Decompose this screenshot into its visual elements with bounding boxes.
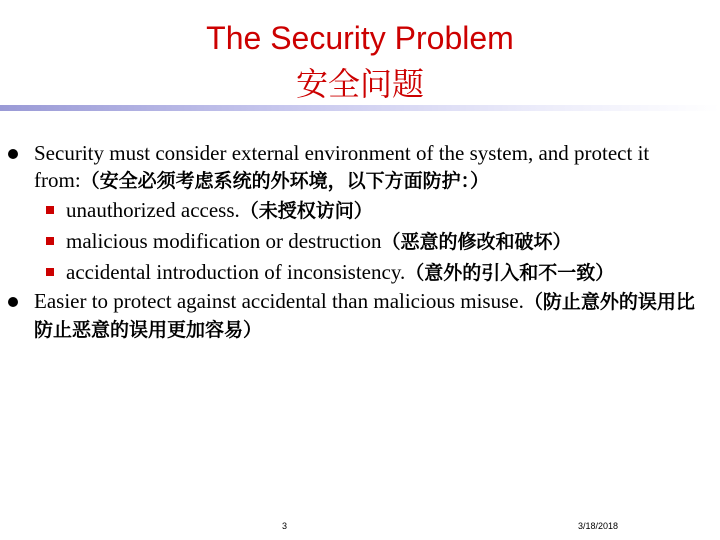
slide-title: The Security Problem bbox=[206, 20, 514, 56]
sub-bullet-text: accidental introduction of inconsistency. bbox=[66, 260, 406, 284]
title-divider bbox=[0, 105, 720, 111]
bullet-text: Security must consider external environment of the system, and protect it from: bbox=[34, 141, 650, 192]
sub-bullet-text-chinese: （恶意的修改和破坏） bbox=[381, 231, 572, 253]
bullet-dot-icon bbox=[8, 297, 18, 307]
sub-bullet-text: unauthorized access. bbox=[66, 198, 240, 222]
square-bullet-icon bbox=[46, 237, 54, 245]
slide-title-chinese: 安全问题 bbox=[295, 65, 424, 103]
bullet-text-chinese: （安全必须考虑系统的外环境，以下方面防护：） bbox=[80, 170, 490, 192]
slide-content bbox=[0, 140, 720, 344]
sub-bullet-item bbox=[0, 257, 720, 288]
footer-date: 3/18/2018 bbox=[578, 521, 619, 531]
sub-bullet-text: malicious modification or destruction bbox=[66, 229, 382, 253]
bullet-item bbox=[0, 140, 720, 195]
bullet-item bbox=[0, 288, 720, 344]
square-bullet-icon bbox=[46, 206, 54, 214]
sub-bullet-item bbox=[0, 226, 720, 257]
sub-bullet-text-chinese: （未授权访问） bbox=[239, 200, 373, 222]
square-bullet-icon bbox=[46, 268, 54, 276]
bullet-dot-icon bbox=[8, 149, 18, 159]
bullet-text-chinese: （防止意外的误用比防止恶意的误用更加容易） bbox=[34, 291, 695, 341]
bullet-text: Easier to protect against accidental than malicious misuse. bbox=[34, 289, 524, 313]
sub-bullet-item bbox=[0, 195, 720, 226]
title-block bbox=[0, 18, 720, 104]
sub-bullet-text-chinese: （意外的引入和不一致） bbox=[405, 262, 615, 284]
page-number: 3 bbox=[282, 521, 288, 531]
